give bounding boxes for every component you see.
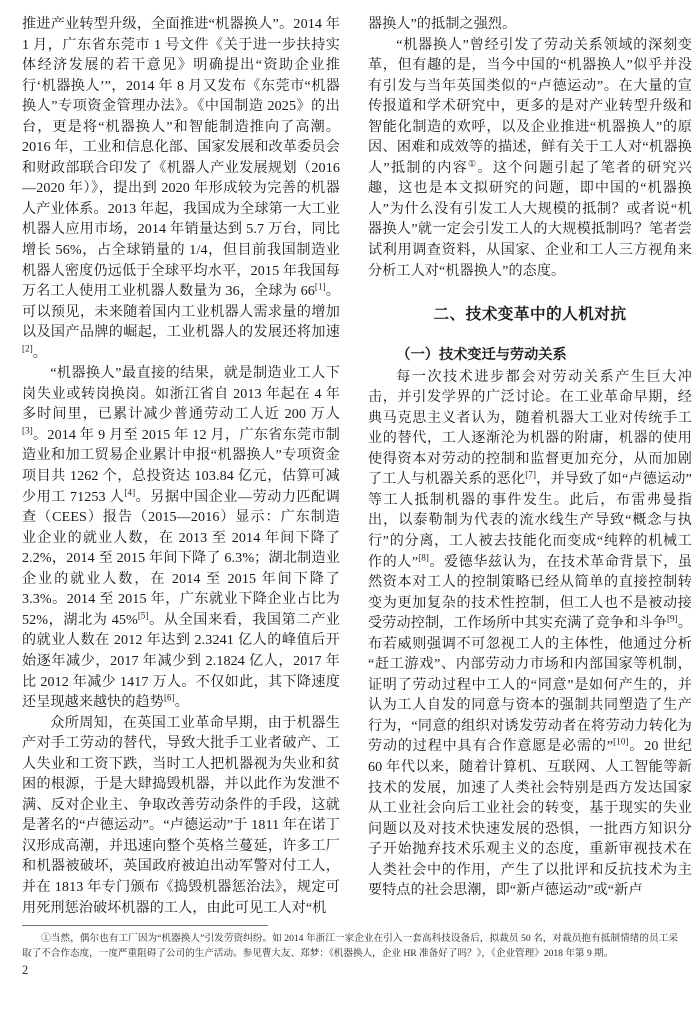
paragraph-2 [22, 363, 340, 712]
section-heading: 二、技术变革中的人机对抗 [433, 305, 627, 324]
footnote-area [22, 925, 678, 978]
paragraph-3-continued: 器换人”的抵制之强烈。 [368, 16, 517, 32]
footnote-ref-3: [3] [22, 425, 33, 436]
footnote-ref-1: [1] [314, 281, 326, 292]
footnote-ref-4: [4] [124, 486, 136, 497]
paragraph-5 [368, 367, 692, 901]
footnote-entry [22, 931, 678, 962]
two-column-body [22, 14, 692, 919]
paragraph-2-text-d: 。从全国来看，我国第二产业的就业人数在 2012 年达到 2.3241 亿人的峰值后开始逐年减少，2017 年减少到 2.1824 亿人，2017 年比 2012 年减少 1417 万人。不仅如此，其下降速度还呈现越来越快的趋势 [22, 611, 340, 711]
paragraph-1-text: 推进产业转型升级，全面推进“机器换人”。2014 年 1 月，广东省东莞市 1 号文件《关于进一步扶持实体经济发展的若干意见》明确提出“资助企业推行‘机器换人’”，2014 年 8 月又发布《东莞市“机器换人”专项资金管理办法》。《中国制造 2025》的出台，更是将“机器换人”和智能制造推向了高潮。2016 年，工业和信息化部、国家发展和改革委员会和财政部联合印发了《机器人产业发展规划（2016—2020 年）》，提出到 2020 年形成较为完善的机器人产业体系。2013 年起，我国成为全球第一大工业机器人应用市场，2014 年销量达到 5.7 万台，同比增长 56%，占全球销量的 1/4，但目前我国制造业机器人密度仍远低于全球平均水平，2015 年我国每万名工人使用工业机器人数量为 36，全球为 66 [22, 16, 340, 300]
left-column [22, 14, 340, 918]
paragraph-2-text: “机器换人”最直接的结果，就是制造业工人下岗失业或转岗换岗。如浙江省自 2013 年起在 4 年多时间里，已累计减少普通劳动工人近 200 万人 [22, 365, 340, 423]
paragraph-5-text-c: 。爱德华兹认为，在技术革命背景下，虽然资本对工人的控制策略已经从简单的直接控制转变为更加复杂的技术性控制，但工人也不是被动接受劳动控制，工作场所中其实充满了竞争和斗争 [368, 553, 692, 632]
page-number: 2 [22, 962, 29, 977]
footnote-ref-10: [10] [613, 736, 629, 747]
footnote-ref-9: [9] [666, 613, 678, 624]
paragraph-4-text: “机器换人”曾经引发了劳动关系领域的深刻变革，但有趣的是，当今中国的“机器换人”似乎并没有引发与当年英国类似的“卢德运动”。在大量的宣传报道和学术研究中，更多的是对产业转型升级和智能化制造的欢呼，以及企业推进“机器换人”的原因、困难和成效等的描述，鲜有关于工人对“机器换人”抵制的内容 [368, 36, 692, 176]
paragraph-1-text-c: 。 [32, 344, 47, 361]
footnote-separator-rule [22, 925, 268, 926]
paragraph-2-text-c: 。另据中国企业—劳动力匹配调查（CEES）报告（2015—2016）显示：广东制造业企业的就业人数，在 2013 至 2014 年间下降了2.2%，2014 至 2015 年间下降了 6.3%；湖北制造业企业的就业人数，在 2014 至 2015 年间下降了 3.3%。2014 至 2015 年，广东就业下降企业占比为 52%，湖北为 45% [22, 488, 340, 628]
subsection-heading: （一）技术变迁与劳动关系 [396, 347, 567, 364]
footnote-ref-6: [6] [163, 692, 175, 703]
paragraph-1 [22, 14, 340, 363]
footnote-marker: ① [41, 933, 51, 944]
paragraph-5-text-b: ，并导致了如“卢德运动”等工人抵制机器的事件发生。此后，布雷弗曼指出，以泰勒制为代表的流水线生产导致“概念与执行”的分离，工人被去技能化而变成“纯粹的机械工作的人” [368, 471, 692, 570]
paragraph-4 [368, 35, 692, 282]
paragraph-3: 众所周知，在英国工业革命早期，由于机器生产对手工劳动的替代，导致大批手工业者破产、工人失业和工资下跌，当时工人把机器视为失业和贫困的根源，于是大肆捣毁机器，并以此作为发泄不满、反对企业主、争取改善劳动条件的手段，这就是著名的“卢德运动”。“卢德运动”于 1811 年在诺丁汉形成高潮，并迅速向整个英格兰蔓延，许多工厂和机器被破坏，英国政府被迫出动军警对付工人，并在 1813 年专门颁布《捣毁机器惩治法》，规定可用死刑惩治破坏机器的工人，由此可见工人对“机 [22, 714, 340, 916]
paragraph-4-text-b: 。这个问题引起了笔者的研究兴趣，这也是本文拟研究的问题，即中国的“机器换人”为什么没有引发工人大规模的抵制？或者说“机器换人”就一定会引发工人的大规模抵制吗？笔者尝试利用调查资料，从国家、企业和工人三方视角来分析工人对“机器换人”的态度。 [368, 159, 692, 279]
paragraph-5-text-e: 。20 世纪 60 年代以来，随着计算机、互联网、人工智能等新技术的发展，加速了人类社会特别是西方发达国家从工业社会向后工业社会的转变，基于现实的失业问题以及对技术快速发展的恐惧，一批西方知识分子开始抛弃技术乐观主义的态度，重新审视技术在人类社会中的作用，产生了以批评和反抗技术为主要特点的社会思潮，即“新卢德运动”或“新卢 [368, 738, 692, 899]
footnote-ref-circle-1: ① [468, 158, 478, 169]
paragraph-2-text-b: 。2014 年 9 月至 2015 年 12 月，广东省东莞市制造业和加工贸易企业累计申报“机器换人”专项资金项目共 1262 个，总投资达 103.84 亿元，估算可减少用工 71253 人 [22, 426, 340, 505]
footnote-text: 当然，偶尔也有工厂因为“机器换人”引发劳资纠纷。如 2014 年浙江一家企业在引入一套高科技设备后，拟裁员 50 名，对裁员抱有抵制情绪的员工采取了不合作态度，一度严重阻碍了公司的生产活动。参见曹大友、郑梦：《机器换人，企业 HR 准备好了吗？》，《企业管理》2018 年第 9 期。 [22, 933, 679, 960]
paragraph-2-text-e: 。 [174, 694, 189, 711]
footnote-ref-2: [2] [22, 343, 33, 354]
paragraph-1-text-b: 。可以预见，未来随着国内工业机器人需求量的增加以及国产品牌的崛起，工业机器人的发展还将加速 [22, 283, 340, 341]
paragraph-5-text-d: 。布若威则强调不可忽视工人的主体性，他通过分析“赶工游戏”、内部劳动力市场和内部国家等机制，证明了劳动过程中工人的“同意”是如何产生的，并认为工人自发的同意与资本的强制共同塑造了生产行为，“同意的组织对诱发劳动者在将劳动力转化为劳动的过程中具有合作意愿是必需的” [368, 615, 692, 755]
footnote-ref-8: [8] [418, 551, 429, 562]
paragraph-5-text: 每一次技术进步都会对劳动关系产生巨大冲击，并引发学界的广泛讨论。在工业革命早期，经典马克思主义者认为，随着机器大工业对传统手工业的替代，工人逐渐沦为机器的附庸，机器的使用使得资本对劳动的控制和监督更加充分，从而加剧了工人与机器关系的恶化 [368, 368, 692, 488]
footnote-ref-5: [5] [137, 610, 149, 621]
footnote-ref-7: [7] [525, 469, 537, 480]
right-column [368, 14, 692, 901]
